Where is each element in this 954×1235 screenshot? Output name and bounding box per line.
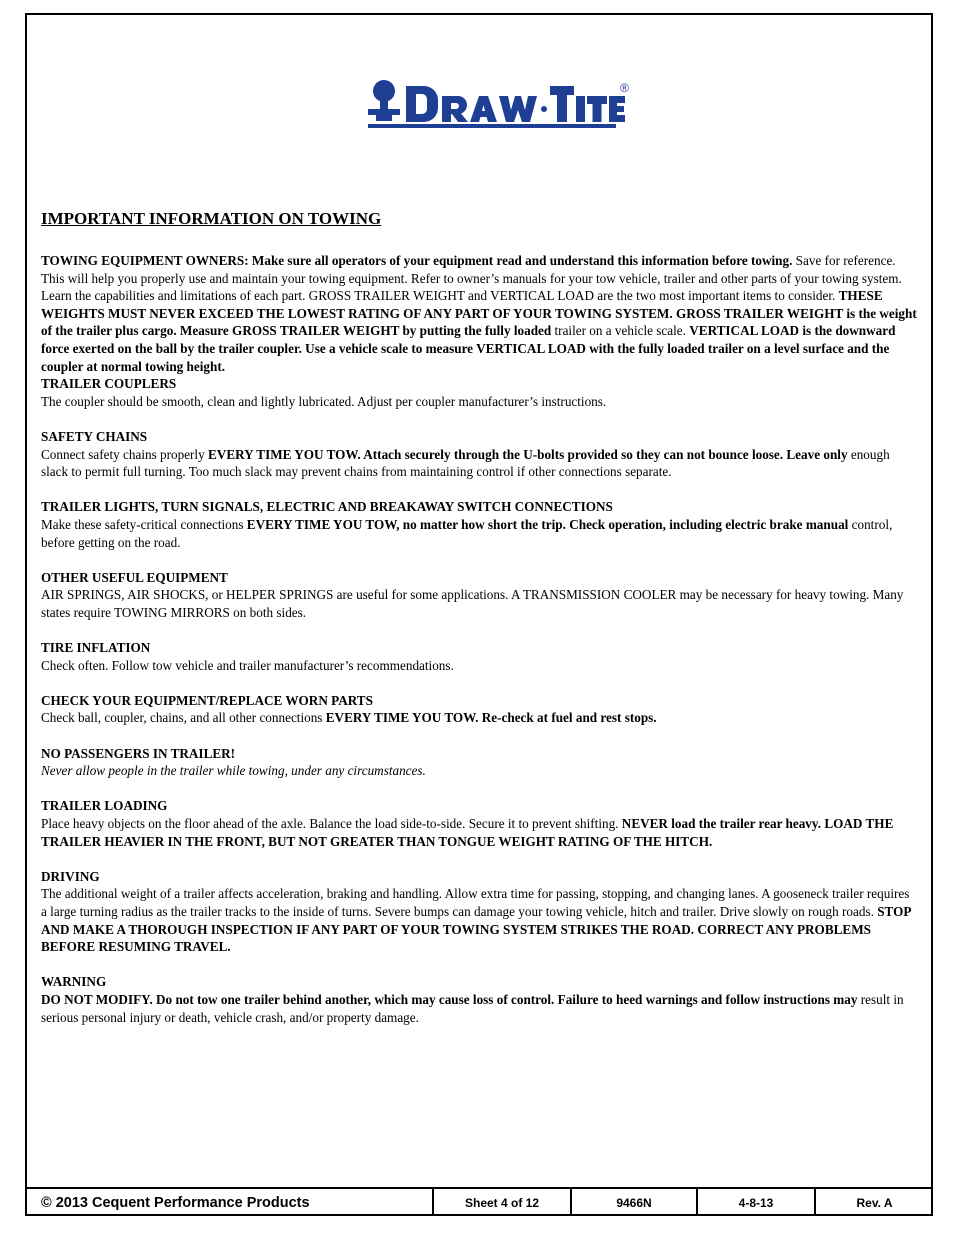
text-run: Place heavy objects on the floor ahead of the axle. Balance the load side-to-side. Secure it to prevent shifting.	[41, 816, 622, 831]
text-run: enough slack to permit full turning. Too much slack may prevent chains from maintaining control if other connections separate.	[41, 446, 890, 480]
text-run: Make these safety-critical connections	[41, 516, 247, 532]
section	[41, 973, 917, 1026]
section	[41, 428, 917, 481]
section-title: TIRE INFLATION	[41, 640, 151, 656]
section-body	[41, 991, 917, 1026]
page-title: IMPORTANT INFORMATION ON TOWING	[41, 209, 382, 228]
section	[41, 498, 917, 551]
text-run: The additional weight of a trailer affects acceleration, braking and handling. Allow extra time for passing, stopping, and changing lanes. A gooseneck trailer requires a large turning radius as the trailer tracks to the inside of turns. Severe bumps can damage your towing vehicle, hitch and trailer. Drive slowly on rough roads.	[41, 886, 910, 919]
section	[41, 375, 917, 410]
footer-revision: Rev. A	[814, 1189, 933, 1216]
text-run: STOP AND MAKE A THOROUGH INSPECTION IF ANY PART OF YOUR TOWING SYSTEM STRIKES THE ROAD. CORRECT ANY PROBLEMS BEFORE RESUMING TRAVEL.	[41, 903, 911, 955]
section-title: WARNING	[41, 974, 107, 990]
section-body	[41, 446, 917, 481]
sections-list	[41, 375, 917, 1026]
section-body	[41, 709, 917, 727]
footer-part-number: 9466N	[570, 1189, 696, 1216]
text-run: EVERY TIME YOU TOW, no matter how short the trip. Check operation, including electric brake manual	[246, 516, 849, 532]
section-body	[41, 657, 917, 675]
section	[41, 745, 917, 780]
footer-title-block	[25, 1187, 933, 1216]
text-run: AIR SPRINGS, AIR SHOCKS, or HELPER SPRINGS are useful for some applications. A TRANSMISSION COOLER may be necessary for heavy towing. Many states require TOWING MIRRORS on both sides.	[41, 587, 904, 620]
text-run: result in serious personal injury or death, vehicle crash, and/or property damage.	[41, 991, 904, 1025]
text-run: The coupler should be smooth, clean and lightly lubricated. Adjust per coupler manufacturer’s instructions.	[41, 393, 607, 409]
text-run: trailer on a vehicle scale.	[551, 323, 690, 339]
section-body	[41, 393, 917, 411]
section	[41, 797, 917, 850]
section-body	[41, 885, 917, 955]
section-title: TRAILER LOADING	[41, 798, 168, 814]
towing-information	[41, 208, 917, 1044]
section-body	[41, 815, 917, 850]
text-run: EVERY TIME YOU TOW. Attach securely through the U-bolts provided so they can not bounce loose. Leave only	[208, 446, 848, 462]
section-title: TRAILER LIGHTS, TURN SIGNALS, ELECTRIC AND BREAKAWAY SWITCH CONNECTIONS	[41, 499, 613, 515]
intro-paragraph	[41, 252, 917, 375]
text-run: VERTICAL LOAD is the downward force exerted on the ball by the trailer coupler. Use a vehicle scale to measure VERTICAL LOAD with the fully loaded trailer on a level surface and the coupler at normal towing height.	[41, 323, 896, 374]
text-run: THESE WEIGHTS MUST NEVER EXCEED THE LOWEST RATING OF ANY PART OF YOUR TOWING SYSTEM. GROSS TRAILER WEIGHT is the weight of the trailer plus cargo. Measure GROSS TRAILER WEIGHT by putting the fully loaded	[41, 288, 917, 339]
text-run: Never allow people in the trailer while towing, under any circumstances.	[41, 763, 426, 779]
section-title: NO PASSENGERS IN TRAILER!	[41, 745, 236, 761]
section-body	[41, 762, 917, 780]
text-run: Connect safety chains properly	[41, 446, 208, 462]
footer-copyright: © 2013 Cequent Performance Products	[41, 1194, 310, 1211]
text-run: DO NOT MODIFY. Do not tow one trailer behind another, which may cause loss of control. Failure to heed warnings and follow instructions may	[41, 991, 858, 1007]
registered-mark: ®	[620, 81, 629, 95]
draw-tite-logo	[366, 78, 636, 140]
text-run: Check often. Follow tow vehicle and trailer manufacturer’s recommendations.	[41, 657, 454, 673]
section-title: DRIVING	[41, 868, 100, 884]
section	[41, 868, 917, 956]
section	[41, 639, 917, 674]
text-run: control, before getting on the road.	[41, 516, 893, 550]
section-title: TRAILER COUPLERS	[41, 376, 177, 392]
section-title: CHECK YOUR EQUIPMENT/REPLACE WORN PARTS	[41, 692, 373, 708]
text-run: Save for reference. This will help you properly use and maintain your towing equipment. Refer to owner’s manuals for your tow vehicle, trailer and other parts of your towing system. Learn the capabilities and limitations of each part. GROSS TRAILER WEIGHT and VERTICAL LOAD are the two most important items to consider.	[41, 253, 902, 304]
text-run: TOWING EQUIPMENT OWNERS: Make sure all operators of your equipment read and understand this information before towing.	[41, 253, 793, 268]
draw-tite-logo-icon	[366, 78, 636, 140]
footer-date: 4-8-13	[696, 1189, 814, 1216]
text-run: EVERY TIME YOU TOW. Re-check at fuel and rest stops.	[325, 710, 657, 726]
section	[41, 692, 917, 727]
section-title: SAFETY CHAINS	[41, 428, 148, 444]
text-run: Check ball, coupler, chains, and all other connections	[41, 710, 326, 726]
section-body	[41, 516, 917, 551]
text-run: NEVER load the trailer rear heavy. LOAD THE TRAILER HEAVIER IN THE FRONT, BUT NOT GREATER THAN TONGUE WEIGHT RATING OF THE HITCH.	[41, 816, 894, 849]
section	[41, 569, 917, 622]
section-title: OTHER USEFUL EQUIPMENT	[41, 569, 228, 585]
section-body	[41, 586, 917, 621]
footer-sheet: Sheet 4 of 12	[432, 1189, 570, 1216]
